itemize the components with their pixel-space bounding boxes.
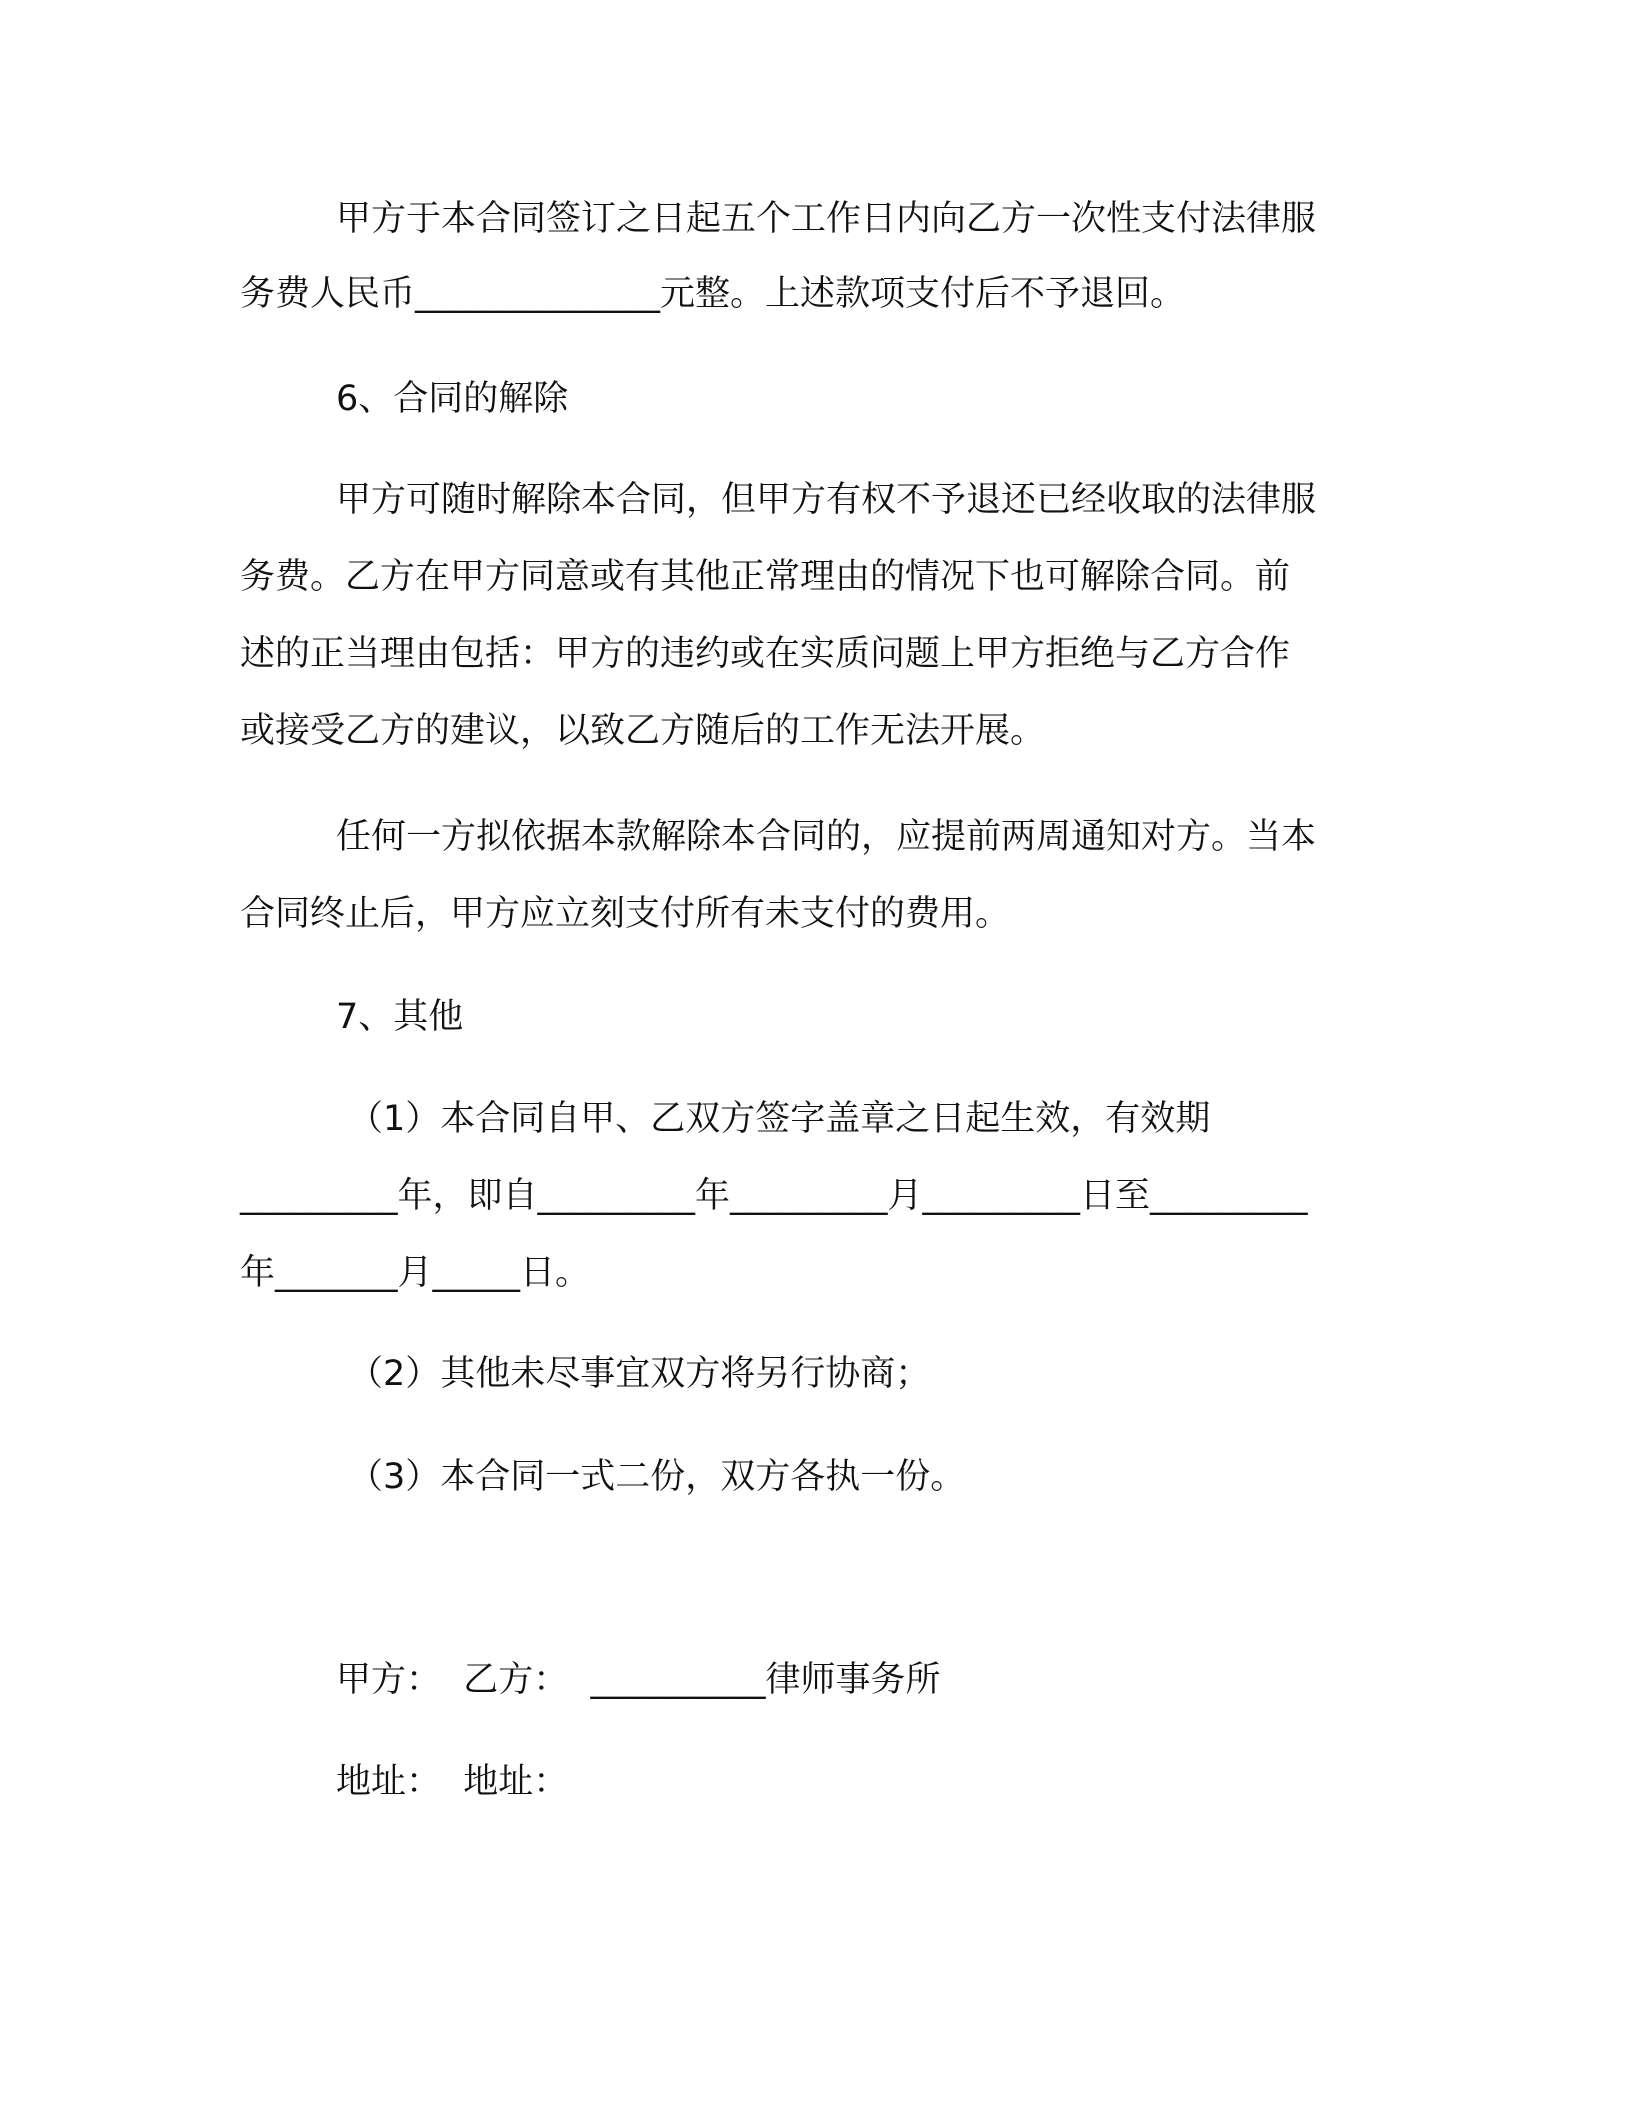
signature-address: 地址： 地址： [336,1762,569,1802]
section-6-para1-line-3: 述的正当理由包括：甲方的违约或在实质问题上甲方拒绝与乙方合作 [240,634,1291,674]
signature-parties: 甲方： 乙方： __________律师事务所 [336,1660,941,1700]
section-7-heading: 7、其他 [336,997,464,1037]
section-7-item-1-line-3: 年_______月_____日。 [240,1253,591,1293]
section-7-item-1-line-2: _________年，即自_________年_________月_________日至_________ [240,1176,1308,1216]
section-7-item-2: （2）其他未尽事宜双方将另行协商； [348,1354,931,1394]
payment-line-2: 务费人民币______________元整。上述款项支付后不予退回。 [240,274,1186,314]
section-6-heading: 6、合同的解除 [336,379,569,419]
payment-line-1: 甲方于本合同签订之日起五个工作日内向乙方一次性支付法律服 [336,199,1317,239]
section-7-item-1-line-1: （1）本合同自甲、乙双方签字盖章之日起生效，有效期 [348,1099,1211,1139]
section-6-para1-line-4: 或接受乙方的建议，以致乙方随后的工作无法开展。 [240,711,1046,751]
section-6-para1-line-2: 务费。乙方在甲方同意或有其他正常理由的情况下也可解除合同。前 [240,557,1291,597]
section-7-item-3: （3）本合同一式二份，双方各执一份。 [348,1457,966,1497]
section-6-para2-line-1: 任何一方拟依据本款解除本合同的，应提前两周通知对方。当本 [336,817,1317,857]
section-6-para1-line-1: 甲方可随时解除本合同，但甲方有权不予退还已经收取的法律服 [336,480,1317,520]
section-6-para2-line-2: 合同终止后，甲方应立刻支付所有未支付的费用。 [240,894,1011,934]
